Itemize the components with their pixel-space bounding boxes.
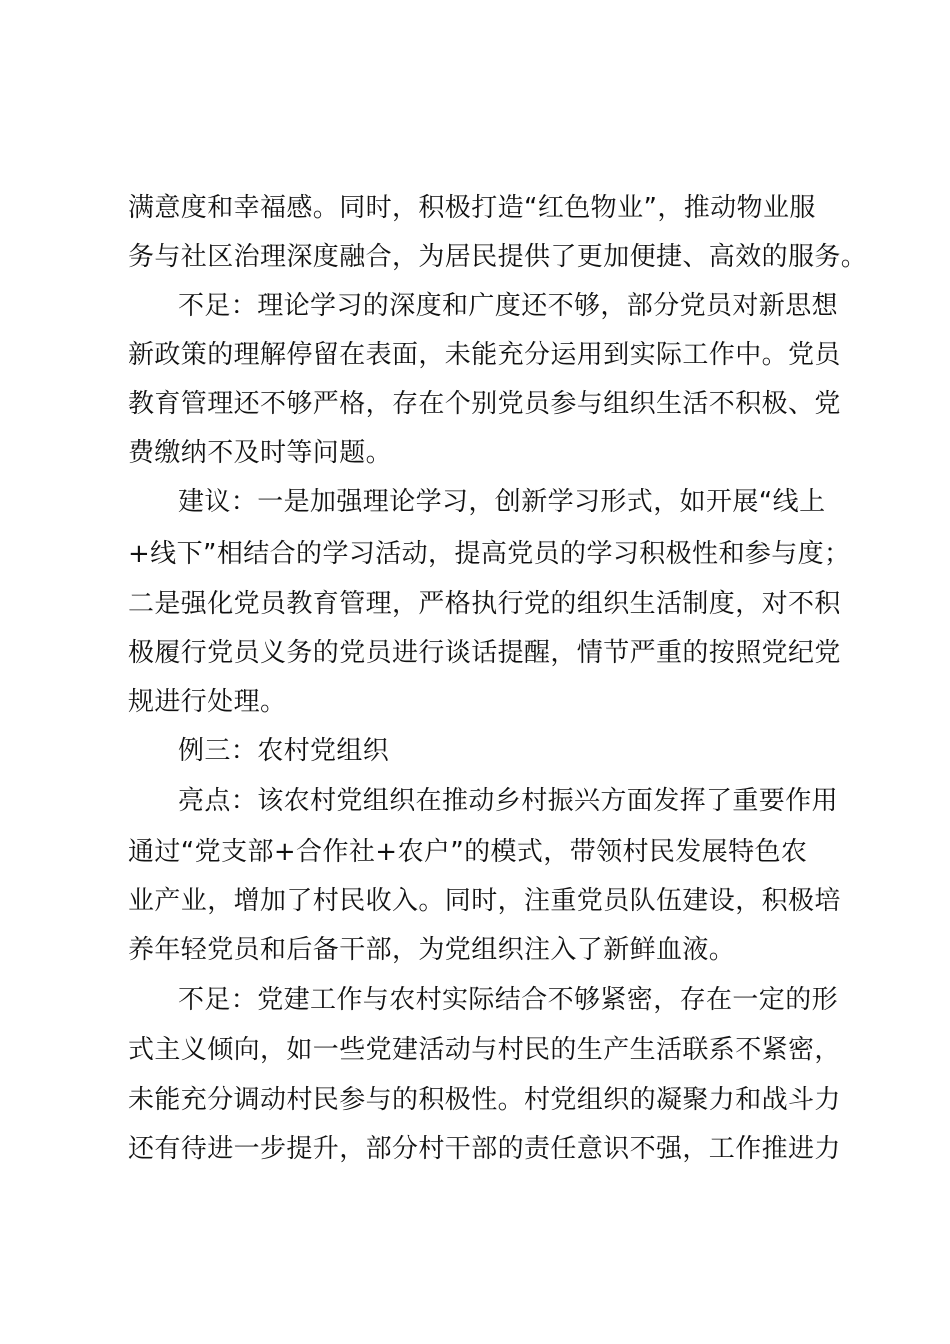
text-line: 务与社区治理深度融合，为居民提供了更加便捷、高效的服务。: [128, 242, 868, 272]
text-line: 未能充分调动村民参与的积极性。村党组织的凝聚力和战斗力: [128, 1085, 841, 1115]
paragraph-start-line: 不足：理论学习的深度和广度还不够，部分党员对新思想: [178, 291, 839, 321]
paragraph-start-line: 亮点：该农村党组织在推动乡村振兴方面发挥了重要作用: [178, 786, 839, 816]
text-line: 规进行处理。: [128, 687, 287, 717]
text-line: 养年轻党员和后备干部，为党组织注入了新鲜血液。: [128, 935, 736, 965]
text-line: 式主义倾向，如一些党建活动与村民的生产生活联系不紧密，: [128, 1035, 841, 1065]
text-line: 业产业，增加了村民收入。同时，注重党员队伍建设，积极培: [128, 886, 841, 916]
text-line: 费缴纳不及时等问题。: [128, 438, 393, 468]
text-line: 通过“党支部+合作社+农户”的模式，带领村民发展特色农: [128, 837, 808, 867]
text-line: 满意度和幸福感。同时，积极打造“红色物业”，推动物业服: [128, 193, 816, 223]
text-line: 极履行党员义务的党员进行谈话提醒，情节严重的按照党纪党: [128, 638, 841, 668]
text-line: 新政策的理解停留在表面，未能充分运用到实际工作中。党员: [128, 340, 841, 370]
text-line: +线下”相结合的学习活动，提高党员的学习积极性和参与度；: [128, 539, 851, 569]
paragraph-start-line: 不足：党建工作与农村实际结合不够紧密，存在一定的形: [178, 985, 839, 1015]
section-heading: 例三：农村党组织: [178, 736, 390, 766]
text-line: 二是强化党员教育管理，严格执行党的组织生活制度，对不积: [128, 589, 841, 619]
text-line: 教育管理还不够严格，存在个别党员参与组织生活不积极、党: [128, 389, 841, 419]
paragraph-start-line: 建议：一是加强理论学习，创新学习形式，如开展“线上: [178, 487, 826, 517]
text-line: 还有待进一步提升，部分村干部的责任意识不强，工作推进力: [128, 1134, 841, 1164]
